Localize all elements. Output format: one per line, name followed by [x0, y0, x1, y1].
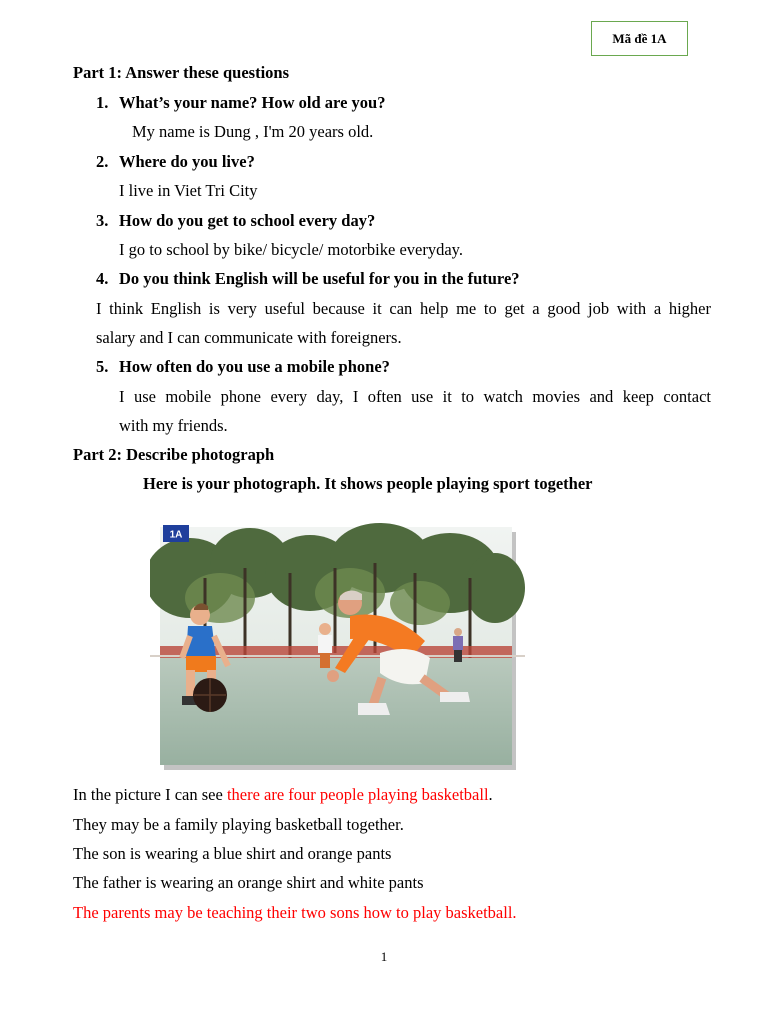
question-number: 5.: [96, 357, 109, 376]
question-text: Do you think English will be useful for you in the future?: [119, 269, 520, 288]
answer-1: My name is Dung , I'm 20 years old.: [132, 122, 374, 141]
question-number: 2.: [96, 152, 109, 171]
desc-line-1-prefix: In the picture I can see: [73, 785, 227, 804]
photo-badge: 1A: [169, 529, 183, 541]
question-text: Where do you live?: [119, 152, 255, 171]
question-4: [96, 269, 520, 289]
desc-line-2: They may be a family playing basketball together.: [73, 815, 404, 834]
question-5: [96, 357, 390, 377]
exam-code-label: Mã đề 1A: [612, 30, 667, 46]
question-2: [96, 152, 255, 172]
answer-4-line-1: I think English is very useful because it can help me to get a good job with a higher: [96, 299, 711, 318]
question-number: 1.: [96, 93, 109, 112]
part1-heading: Part 1: Answer these questions: [73, 63, 290, 82]
desc-line-4: The father is wearing an orange shirt and white pants: [73, 873, 424, 892]
part2-heading: Part 2: Describe photograph: [73, 445, 275, 464]
desc-line-1-suffix: .: [488, 785, 493, 804]
desc-line-3: The son is wearing a blue shirt and orange pants: [73, 844, 392, 863]
answer-2: I live in Viet Tri City: [119, 181, 258, 200]
desc-line-1: [73, 785, 493, 805]
answer-4-line-2: salary and I can communicate with foreigners.: [96, 328, 402, 347]
question-1: [96, 93, 385, 113]
answer-3: I go to school by bike/ bicycle/ motorbike everyday.: [119, 240, 463, 259]
answer-5-line-2: with my friends.: [119, 416, 228, 435]
page-number: 1: [380, 949, 388, 964]
basketball-photo: [150, 518, 525, 773]
desc-line-5: The parents may be teaching their two sons how to play basketball.: [73, 903, 517, 922]
question-text: What’s your name? How old are you?: [119, 93, 386, 112]
desc-line-1-highlight: there are four people playing basketball: [226, 785, 489, 804]
question-3: [96, 211, 375, 231]
question-number: 4.: [96, 269, 109, 288]
question-text: How do you get to school every day?: [119, 211, 376, 230]
question-number: 3.: [96, 211, 109, 230]
exam-code-box: [591, 21, 688, 56]
photo-prompt: Here is your photograph. It shows people playing sport together: [143, 474, 593, 493]
question-text: How often do you use a mobile phone?: [119, 357, 390, 376]
answer-5-line-1: I use mobile phone every day, I often use it to watch movies and keep contact: [119, 387, 711, 406]
